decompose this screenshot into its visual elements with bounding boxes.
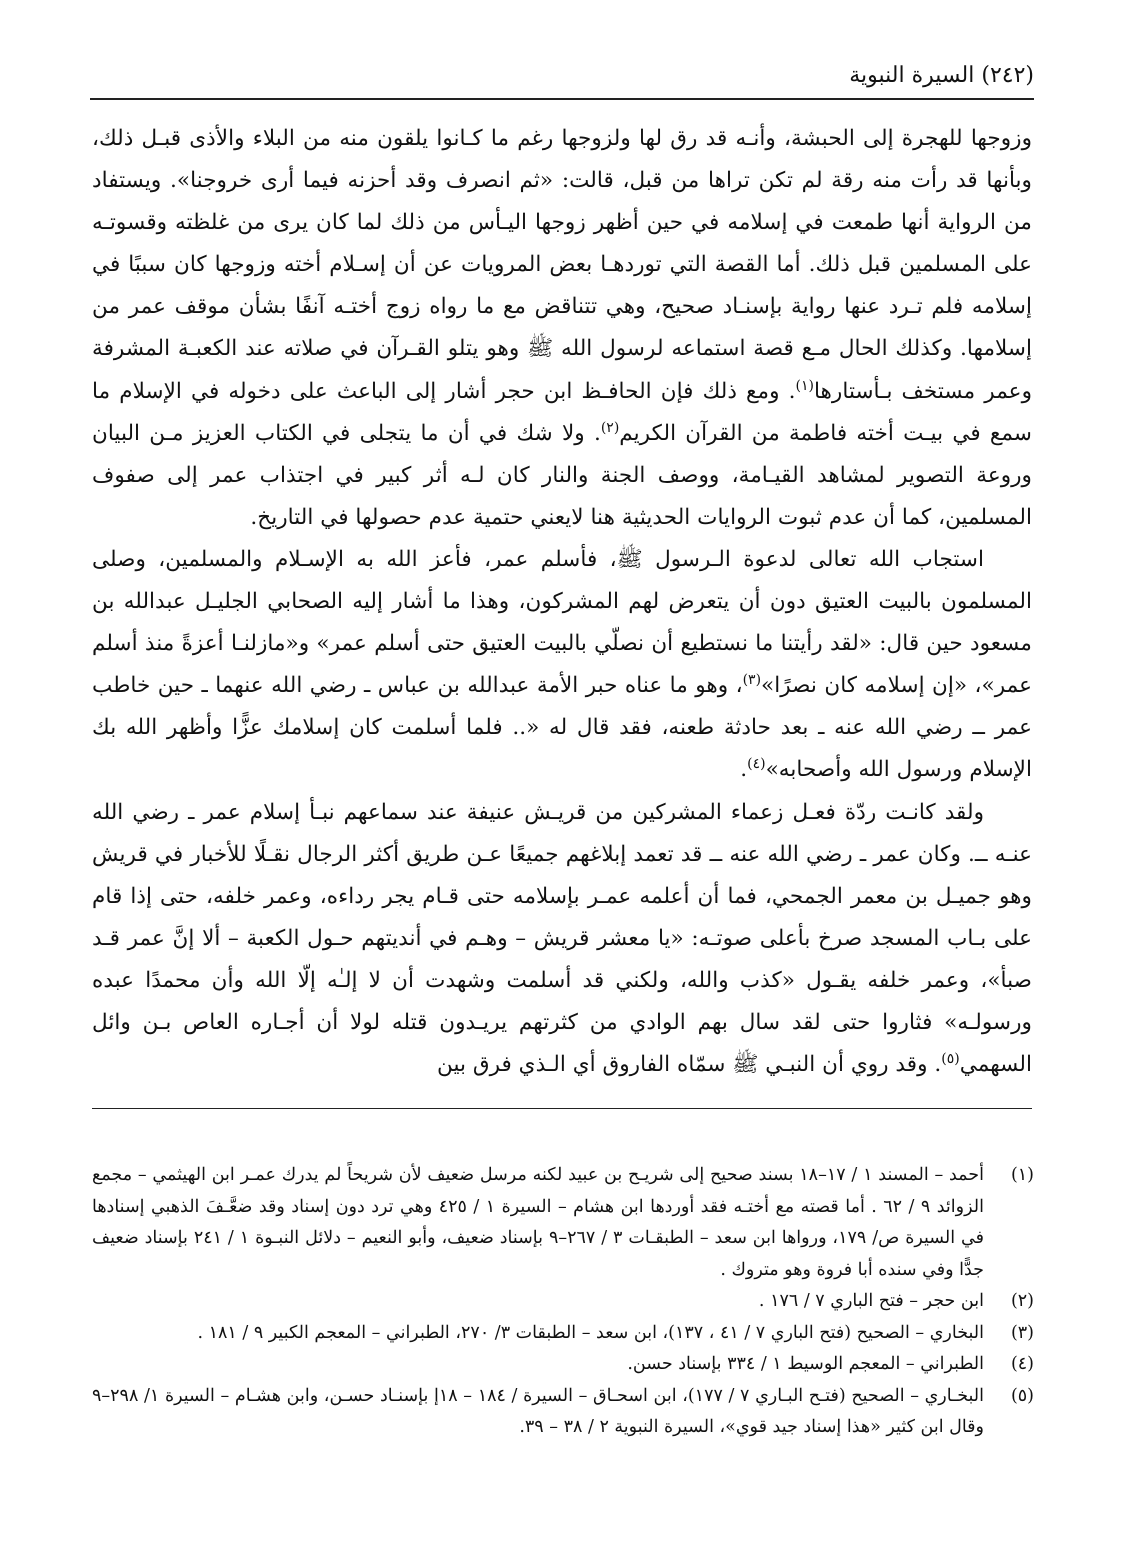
footnote-item [92, 1160, 1034, 1286]
text-segment: . ومع ذلك فإن الحافـظ ابن حجر أشار إلى الباعث على دخوله في الإسلام ما سمع في بيـت أخته فاطمة من القرآن الكريم [92, 378, 1032, 446]
footnote-reference-3[interactable]: (٣) [742, 672, 762, 689]
footnote-divider [92, 1108, 1032, 1109]
text-segment: . وقد روي أن النبـي ﷺ سمّاه الفاروق أي الـذي فرق بين [437, 1052, 942, 1078]
text-segment: . ولا شك في أن ما يتجلى في الكتاب العزيز مـن البيان وروعة التصوير لمشاهد القيـامة، ووصف الجنة والنار كان لـه أثر كبير في اجتذاب عمر إلى صفوف المسلمين، كما أن عدم ثبوت الروايات الحديثية هنا لايعني حتمية عدم حصولها في التاريخ. [92, 420, 1032, 530]
text-segment: ولقد كانـت ردّة فعـل زعماء المشركين من قريـش عنيفة عند سماعهم نبـأ إسلام عمر ـ رضي الله عنـه ــ. وكان عمر ـ رضي الله عنه ــ قد تعمد إبلاغهم جميعًا عـن طريق أكثر الرجال نقـلًا للأخبار في قريش وهو جميـل بن معمر الجمحي، فما أن أعلمه عمـر بإسلامه حتى قـام يجر رداءه، وعمر خلفه، حتى إذا قام على بـاب المسجد صرخ بأعلى صوتـه: «يا معشر قريش – وهـم في أنديتهم حـول الكعبة – ألا إنَّ عمر قـد صبأ»، وعمر خلفه يقـول «كذب والله، ولكني قد أسلمت وشهدت أن لا إلـٰه إلّا الله وأن محمدًا عبده ورسولـه» فثاروا حتى لقد سال بهم الوادي من كثرتهم يريـدون قتله لولا أن أجـاره العاص بـن وائل السهمي [92, 799, 1032, 1078]
footnote-number: (٥) [1010, 1385, 1034, 1406]
text-segment: ، وهو ما عناه حبر الأمة عبدالله بن عباس ـ رضي الله عنهما ـ حين خاطب عمر ــ رضي الله عنه ـ بعد حادثة طعنه، فقد قال له «.. فلما أسلمت كان إسلامك عزًّا وأظهر الله بك الإسلام ورسول الله وأصحابه» [92, 673, 1032, 783]
footnote-item [92, 1381, 1034, 1444]
footnote-text: الطبراني – المعجم الوسيط ١ / ٣٣٤ بإسناد حسن. [627, 1354, 984, 1374]
page-title: (٢٤٢) السيرة النبوية [849, 63, 1034, 88]
footnote-text: البخـاري – الصحيح (فتـح البـاري ٧ / ١٧٧)، ابن اسحـاق – السيرة / ١٨٤ – ١٨إ بإسنـاد حسـن، وابن هشـام – السيرة ١/ ٢٩٨–٩ وقال ابن كثير «هذا إسناد جيد قوي»، السيرة النبوية ٢ / ٣٨ – ٣٩. [92, 1385, 984, 1437]
paragraph-2 [92, 539, 1032, 792]
footnote-reference-4[interactable]: (٤) [747, 756, 766, 773]
footnote-number: (٣) [1010, 1322, 1034, 1343]
footnote-reference-1[interactable]: (١) [795, 377, 814, 394]
footnote-number: (٢) [1010, 1291, 1034, 1311]
footnote-text: البخاري – الصحيح (فتح الباري ٧ / ٤١ ، ١٣٧)، ابن سعد – الطبقات ٣/ ٢٧٠، الطبراني – المعجم الكبير ٩ / ١٨١ . [197, 1322, 984, 1343]
footnote-item [92, 1286, 1034, 1318]
footnotes-section [92, 1160, 1034, 1444]
footnote-number: (٤) [1010, 1354, 1034, 1374]
paragraph-3 [92, 792, 1032, 1087]
footnote-reference-5[interactable]: (٥) [941, 1050, 960, 1067]
text-segment: استجاب الله تعالى لدعوة الـرسول ﷺ، فأسلم عمر، فأعز الله به الإسـلام والمسلمين، وصلى المسلمون بالبيت العتيق دون أن يتعرض لهم المشركون، وهذا ما أشار إليه الصحابي الجليـل عبدالله بن مسعود حين قال: «لقد رأيتنا ما نستطيع أن نصلّي بالبيت العتيق حتى أسلم عمر» و«مازلنـا أعزةً منذ أسلم عمر»، «إن إسلامه كان نصرًا» [92, 546, 1032, 699]
main-text [92, 118, 1032, 1086]
page-header [90, 58, 1034, 100]
footnote-text: ابن حجر – فتح الباري ٧ / ١٧٦ . [758, 1291, 984, 1311]
footnote-number: (١) [1010, 1165, 1034, 1185]
text-segment: . [740, 757, 748, 783]
paragraph-1 [92, 118, 1032, 539]
footnote-reference-2[interactable]: (٢) [600, 419, 620, 436]
footnote-item [92, 1349, 1034, 1381]
footnote-item [92, 1318, 1034, 1350]
footnote-text: أحمد – المسند ١ / ١٧–١٨ بسند صحيح إلى شريـح بن عبيد لكنه مرسل ضعيف لأن شريحاً لم يدرك عمـر ابن الهيثمي – مجمع الزوائد ٩ / ٦٢ . أما قصته مع أختـه فقد أوردها ابن هشام – السيرة ١ / ٤٢٥ وهي ترد دون إسناد وقد ضعَّـفَ الذهبي إسنادها في السيرة ص/ ١٧٩، ورواها ابن سعد – الطبقـات ٣ / ٢٦٧–٩ بإسناد ضعيف، وأبو النعيم – دلائل النبـوة ١ / ٢٤١ بإسناد ضعيف جدًّا وفي سنده أبا فروة وهو متروك . [92, 1165, 984, 1280]
text-segment: وزوجها للهجرة إلى الحبشة، وأنـه قد رق لها ولزوجها رغم ما كـانوا يلقون منه من البلاء والأذى قبـل ذلك، وبأنها قد رأت منه رقة لم تكن تراها من قبل، قالت: «ثم انصرف وقد أحزنه فيما أرى خروجنا». ويستفاد من الرواية أنها طمعت في إسلامه في حين أظهر زوجها اليـأس من ذلك لما كان يرى من غلظته وقسوتـه على المسلمين قبل ذلك. أما القصة التي توردهـا بعض المرويات عن أن إسـلام أخته وزوجها كان سببًا في إسلامه فلم تـرد عنها رواية بإسنـاد صحيح، وهي تتناقض مع ما رواه زوج أختـه آنفًا بشأن موقف عمر من إسلامها. وكذلك الحال مـع قصة استماعه لرسول الله ﷺ وهو يتلو القـرآن في صلاته عند الكعبـة المشرفة وعمر مستخف بـأستارها [92, 126, 1032, 404]
